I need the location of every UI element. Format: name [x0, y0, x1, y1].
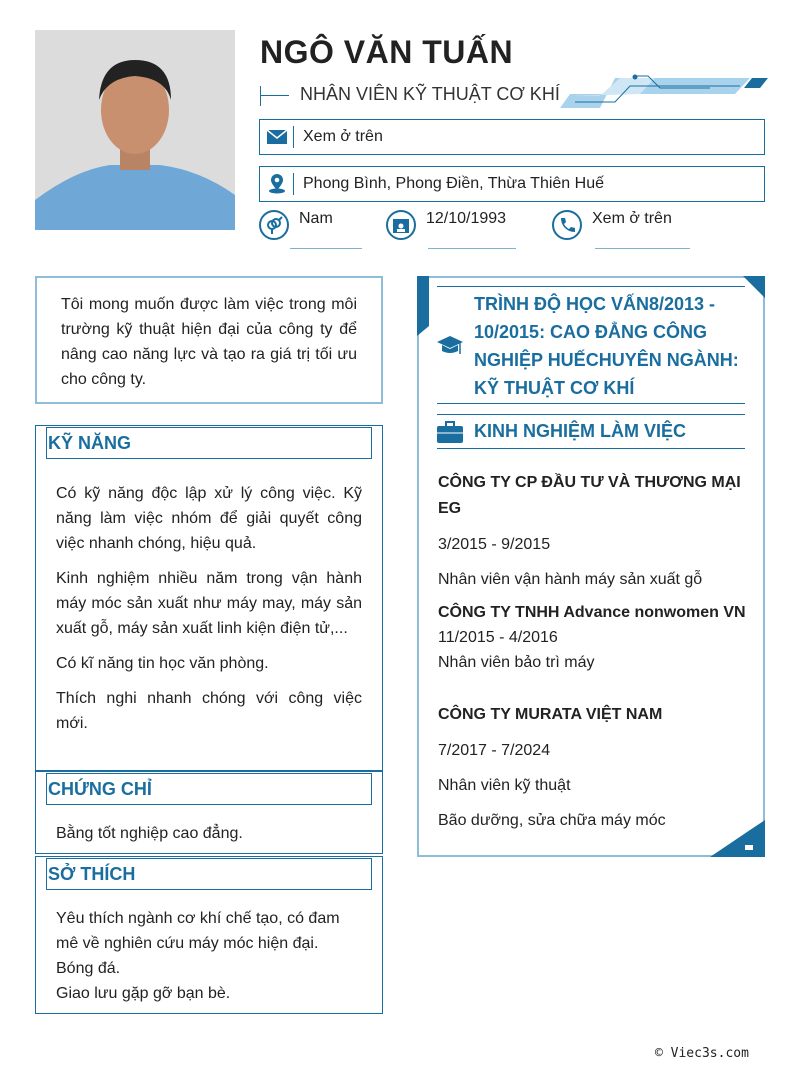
job-detail: Bão dưỡng, sửa chữa máy móc [438, 812, 666, 829]
certificates-section [35, 771, 383, 854]
hobby-item: Giao lưu gặp gỡ bạn bè. [56, 985, 231, 1002]
gender-value: Nam [299, 210, 333, 227]
email-value: Xem ở trên [303, 128, 383, 145]
divider [290, 248, 362, 249]
title-decoration [260, 86, 290, 106]
phone-info [552, 210, 672, 240]
phone-icon [552, 210, 582, 240]
divider [595, 248, 690, 249]
job-period: 11/2015 - 4/2016 [438, 629, 558, 646]
phone-value: Xem ở trên [592, 210, 672, 227]
hobby-item: Bóng đá. [56, 960, 121, 977]
job-period: 7/2017 - 7/2024 [438, 742, 551, 759]
calendar-icon [386, 210, 416, 240]
job-role: Nhân viên vận hành máy sản xuất gỗ [438, 571, 703, 588]
birthday-value: 12/10/1993 [426, 210, 507, 227]
address-field [259, 166, 765, 202]
corner-decoration [417, 276, 429, 336]
job-entry [438, 600, 758, 675]
gender-info [259, 210, 333, 240]
career-objective: Tôi mong muốn được làm việc trong môi trường kỹ thuật hiện đại của công ty để nâng cao năng lực và tạo ra giá trị tối ưu cho công ty. [35, 276, 383, 404]
envelope-icon [260, 126, 294, 148]
job-entry [438, 470, 758, 593]
company-name: CÔNG TY TNHH Advance nonwomen VN [438, 604, 746, 621]
birthday-info [386, 210, 506, 240]
company-name: CÔNG TY CP ĐẦU TƯ VÀ THƯƠNG MẠI EG [438, 474, 741, 517]
footer-copyright: © Viec3s.com [655, 1046, 749, 1061]
job-role: Nhân viên bảo trì máy [438, 654, 595, 671]
job-title: NHÂN VIÊN KỸ THUẬT CƠ KHÍ [300, 84, 560, 104]
candidate-name: NGÔ VĂN TUẤN [260, 34, 514, 70]
skill-item: Kinh nghiệm nhiều năm trong vận hành máy móc sản xuất như máy may, máy sản xuất gỗ, máy sản xuất linh kiện điện tử,... [56, 570, 362, 637]
skills-heading: KỸ NĂNG [46, 427, 372, 459]
profile-photo [35, 30, 235, 230]
corner-decoration [743, 276, 765, 298]
address-value: Phong Bình, Phong Điền, Thừa Thiên Huế [303, 175, 604, 192]
graduation-cap-icon [437, 334, 463, 358]
skill-item: Có kĩ năng tin học văn phòng. [56, 655, 269, 672]
hobby-item: Yêu thích ngành cơ khí chế tạo, có đam mê về nghiên cứu máy móc hiện đại. [56, 910, 340, 952]
skill-item: Có kỹ năng độc lập xử lý công việc. Kỹ năng làm việc nhóm để giải quyết công việc nhanh chóng, hiệu quả. [56, 485, 362, 552]
education-heading: TRÌNH ĐỘ HỌC VẤN8/2013 - 10/2015: CAO ĐẲNG CÔNG NGHIỆP HUẾCHUYÊN NGÀNH: KỸ THUẬT CƠ KHÍ [474, 294, 739, 398]
skills-section [35, 425, 383, 771]
company-name: CÔNG TY MURATA VIỆT NAM [438, 706, 663, 723]
job-role: Nhân viên kỹ thuật [438, 777, 571, 794]
briefcase-icon [437, 421, 463, 443]
location-pin-icon [260, 173, 294, 195]
hobbies-heading: SỞ THÍCH [46, 858, 372, 890]
job-period: 3/2015 - 9/2015 [438, 536, 551, 553]
experience-heading: KINH NGHIỆM LÀM VIỆC [474, 421, 687, 441]
certificate-item: Bằng tốt nghiệp cao đẳng. [56, 825, 243, 842]
certificates-heading: CHỨNG CHỈ [46, 773, 372, 805]
divider [428, 248, 516, 249]
email-field [259, 119, 765, 155]
gender-icon [259, 210, 289, 240]
circuit-decoration [560, 74, 770, 110]
job-entry [438, 702, 758, 834]
hobbies-section [35, 856, 383, 1014]
skill-item: Thích nghi nhanh chóng với công việc mới. [56, 690, 362, 732]
